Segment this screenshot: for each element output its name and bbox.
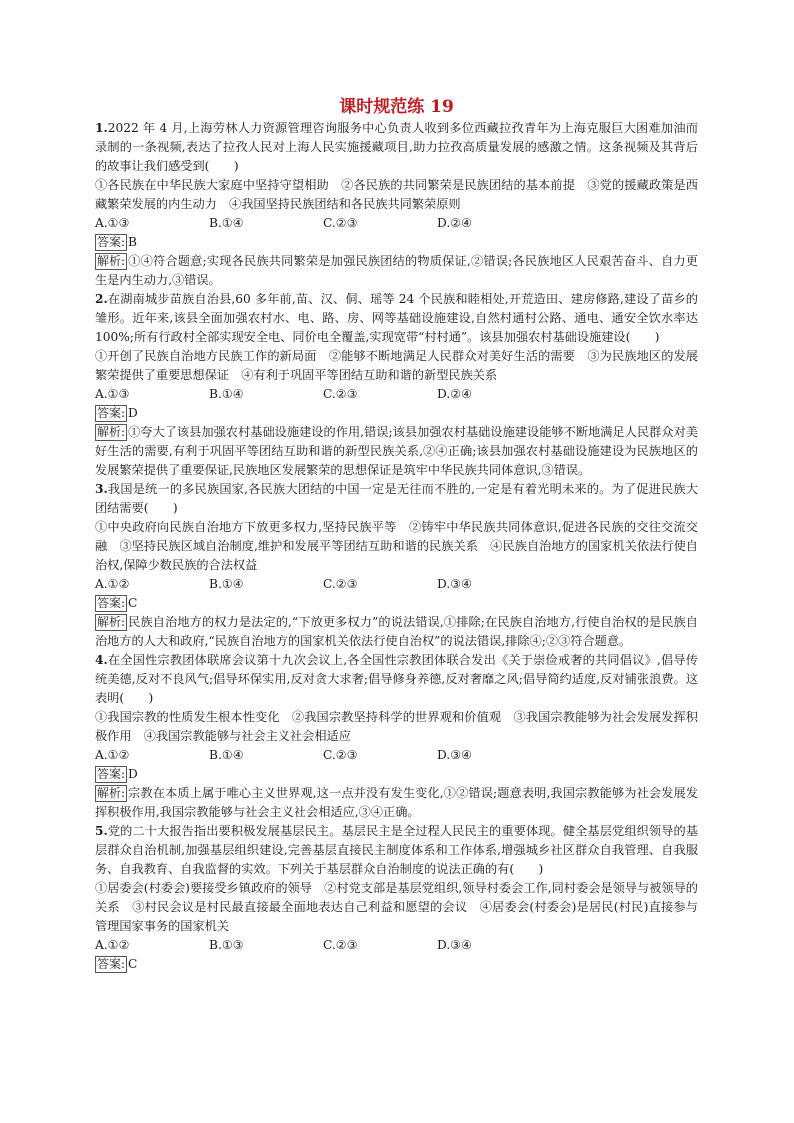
option-row bbox=[95, 214, 698, 233]
question-text: 在全国性宗教团体联席会议第十九次会议上,各全国性宗教团体联合发出《关于崇俭戒奢的共同倡议》,倡导传统美德,反对不良风气;倡导环保实用,反对贪大求奢;倡导修身养德,反对奢靡之风;倡导简约适度,反对铺张浪费。这表明( ) bbox=[95, 653, 698, 705]
answer-tag: 答案: bbox=[97, 957, 126, 971]
question-list bbox=[95, 119, 698, 974]
question-5 bbox=[95, 822, 698, 974]
option-b: B.①③ bbox=[209, 938, 244, 952]
answer-value: C bbox=[128, 957, 138, 971]
question-number: 2. bbox=[95, 292, 108, 306]
answer-line bbox=[95, 233, 698, 252]
question-statements: ①居委会(村委会)要接受乡镇政府的领导 ②村党支部是基层党组织,领导村委会工作,同村委会是领导与被领导的关系 ③村民会议是村民最直接最全面地表达自己利益和愿望的会议 ④居委会(村委会)是居民(村民)直接参与管理国家事务的国家机关 bbox=[95, 881, 698, 933]
explanation bbox=[95, 423, 698, 480]
question-stem bbox=[95, 651, 698, 708]
question-stem bbox=[95, 119, 698, 176]
option-a: A.①② bbox=[95, 577, 130, 591]
explanation-tag: 解析: bbox=[97, 254, 126, 268]
option-row bbox=[95, 575, 698, 594]
question-statements: ①我国宗教的性质发生根本性变化 ②我国宗教坚持科学的世界观和价值观 ③我国宗教能够为社会发展发挥积极作用 ④我国宗教能够与社会主义社会相适应 bbox=[95, 710, 698, 743]
option-b: B.①④ bbox=[209, 387, 244, 401]
question-number: 4. bbox=[95, 653, 108, 667]
explanation-tag: 解析: bbox=[97, 615, 126, 629]
option-d: D.③④ bbox=[437, 938, 473, 952]
question-statements: ①开创了民族自治地方民族工作的新局面 ②能够不断地满足人民群众对美好生活的需要 ③为民族地区的发展繁荣提供了重要思想保证 ④有利于巩固平等团结互助和谐的新型民族关系 bbox=[95, 349, 698, 382]
option-c: C.②③ bbox=[323, 387, 358, 401]
option-c: C.②③ bbox=[323, 577, 358, 591]
option-d: D.②④ bbox=[437, 216, 473, 230]
answer-line bbox=[95, 594, 698, 613]
explanation-text: ①夸大了该县加强农村基础设施建设的作用,错误;该县加强农村基础设施建设能够不断地满足人民群众对美好生活的需要,有利于巩固平等团结互助和谐的新型民族关系,②④正确;该县加强农村基础设施建设为民族地区的发展繁荣提供了重要保证,民族地区发展繁荣的思想保证是筑牢中华民族共同体意识,③错误。 bbox=[95, 425, 698, 477]
question-4 bbox=[95, 651, 698, 822]
option-b: B.①④ bbox=[209, 748, 244, 762]
question-number: 1. bbox=[95, 121, 108, 135]
question-text: 我国是统一的多民族国家,各民族大团结的中国一定是无往而不胜的,一定是有着光明未来的。为了促进民族大团结需要( ) bbox=[95, 482, 698, 515]
question-1 bbox=[95, 119, 698, 290]
answer-value: D bbox=[128, 767, 138, 781]
answer-line bbox=[95, 955, 698, 974]
option-a: A.①② bbox=[95, 748, 130, 762]
option-row bbox=[95, 746, 698, 765]
answer-tag: 答案: bbox=[97, 406, 126, 420]
answer-tag: 答案: bbox=[97, 596, 126, 610]
question-text: 党的二十大报告指出要积极发展基层民主。基层民主是全过程人民民主的重要体现。健全基层党组织领导的基层群众自治机制,加强基层组织建设,完善基层直接民主制度体系和工作体系,增强城乡社区群众自我管理、自我服务、自我教育、自我监督的实效。下列关于基层群众自治制度的说法正确的有( ) bbox=[95, 824, 698, 876]
option-row bbox=[95, 385, 698, 404]
explanation bbox=[95, 784, 698, 822]
explanation bbox=[95, 252, 698, 290]
explanation-tag: 解析: bbox=[97, 425, 126, 439]
question-statements: ①中央政府向民族自治地方下放更多权力,坚持民族平等 ②铸牢中华民族共同体意识,促进各民族的交往交流交融 ③坚持民族区域自治制度,维护和发展平等团结互助和谐的民族关系 ④民族自治地方的国家机关依法行使自治权,保障少数民族的合法权益 bbox=[95, 520, 698, 572]
option-c: C.②③ bbox=[323, 748, 358, 762]
answer-value: C bbox=[128, 596, 138, 610]
option-d: D.③④ bbox=[437, 748, 473, 762]
explanation-tag: 解析: bbox=[97, 786, 126, 800]
question-stem bbox=[95, 822, 698, 879]
question-stem bbox=[95, 480, 698, 518]
explanation-text: 宗教在本质上属于唯心主义世界观,这一点并没有发生变化,①②错误;题意表明,我国宗教能够为社会发展发挥积极作用,我国宗教能够与社会主义社会相适应,③④正确。 bbox=[95, 786, 698, 819]
option-d: D.②④ bbox=[437, 387, 473, 401]
question-statements: ①各民族在中华民族大家庭中坚持守望相助 ②各民族的共同繁荣是民族团结的基本前提 ③党的援藏政策是西藏繁荣发展的内生动力 ④我国坚持民族团结和各民族共同繁荣原则 bbox=[95, 178, 698, 211]
question-2 bbox=[95, 290, 698, 480]
question-stem bbox=[95, 290, 698, 347]
page-title: 课时规范练 19 bbox=[339, 97, 454, 117]
question-number: 3. bbox=[95, 482, 108, 496]
answer-tag: 答案: bbox=[97, 767, 126, 781]
question-3 bbox=[95, 480, 698, 651]
question-text: 2022 年 4 月,上海劳林人力资源管理咨询服务中心负责人收到多位西藏拉孜青年为上海克服巨大困难加油而录制的一条视频,表达了拉孜人民对上海人民实施援藏项目,助力拉孜高质量发展的感激之情。这条视频及其背后的故事让我们感受到( ) bbox=[95, 121, 698, 173]
explanation-text: ①④符合题意;实现各民族共同繁荣是加强民族团结的物质保证,②错误;各民族地区人民艰苦奋斗、自力更生是内生动力,③错误。 bbox=[95, 254, 698, 287]
explanation-text: 民族自治地方的权力是法定的,“下放更多权力”的说法错误,①排除;在民族自治地方,行使自治权的是民族自治地方的人大和政府,“民族自治地方的国家机关依法行使自治权”的说法错误,排除④;②③符合题意。 bbox=[95, 615, 698, 648]
answer-line bbox=[95, 404, 698, 423]
option-a: A.①③ bbox=[95, 387, 130, 401]
question-number: 5. bbox=[95, 824, 108, 838]
question-text: 在湖南城步苗族自治县,60 多年前,苗、汉、侗、瑶等 24 个民族和睦相处,开荒造田、建房修路,建设了苗乡的雏形。近年来,该县全面加强农村水、电、路、房、网等基础设施建设,自然村通村公路、通电、通安全饮水率达 100%;所有行政村全部实现安全电、同价电全覆盖,实现宽带“村村通”。该县加强农村基础设施建设( ) bbox=[95, 292, 698, 344]
option-row bbox=[95, 936, 698, 955]
explanation bbox=[95, 613, 698, 651]
answer-value: B bbox=[128, 235, 138, 249]
answer-line bbox=[95, 765, 698, 784]
option-b: B.①④ bbox=[209, 577, 244, 591]
option-a: A.①② bbox=[95, 938, 130, 952]
answer-tag: 答案: bbox=[97, 235, 126, 249]
option-c: C.②③ bbox=[323, 938, 358, 952]
option-c: C.②③ bbox=[323, 216, 358, 230]
option-d: D.③④ bbox=[437, 577, 473, 591]
option-a: A.①③ bbox=[95, 216, 130, 230]
option-b: B.①④ bbox=[209, 216, 244, 230]
answer-value: D bbox=[128, 406, 138, 420]
